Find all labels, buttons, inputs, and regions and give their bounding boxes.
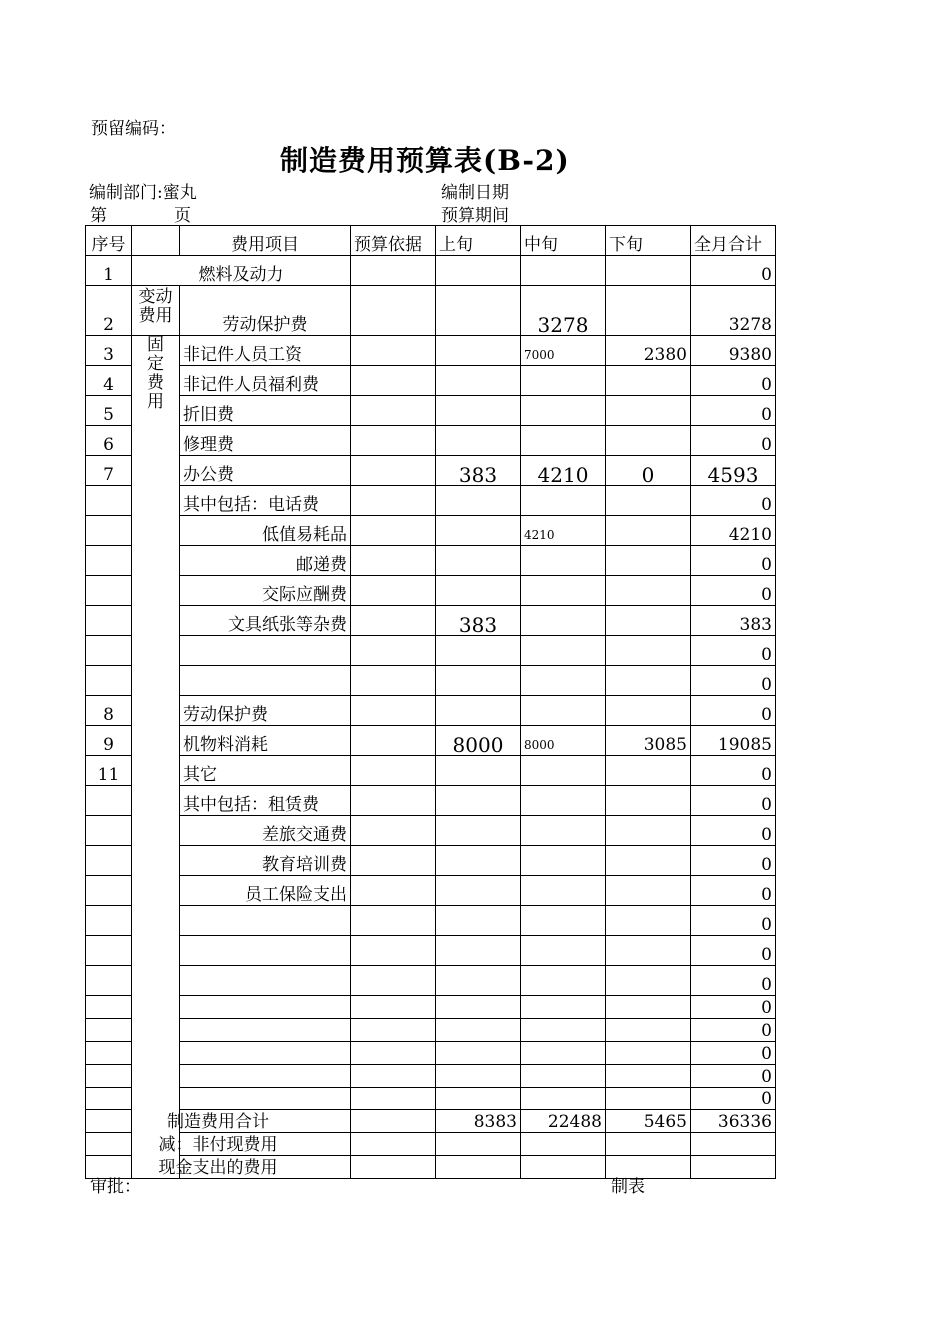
row-total [691,1133,776,1156]
col-header-category [132,226,180,256]
row-item: 折旧费 [180,396,351,426]
row-late [606,966,691,996]
row-no: 4 [86,366,132,396]
row-mid [521,546,606,576]
row-item [180,906,351,936]
row-late [606,486,691,516]
row-total: 0 [691,906,776,936]
row-no [86,606,132,636]
row-total: 0 [691,996,776,1019]
table-row [86,336,776,366]
row-early [436,816,521,846]
row-basis [351,726,436,756]
row-late [606,1088,691,1110]
col-header-early: 上旬 [436,226,521,256]
table-row [86,546,776,576]
row-total: 383 [691,606,776,636]
col-header-total: 全月合计 [691,226,776,256]
table-row [86,256,776,286]
table-row [86,396,776,426]
row-item [180,1088,351,1110]
row-mid [521,816,606,846]
table-row [86,756,776,786]
row-late [606,606,691,636]
row-late [606,576,691,606]
row-total: 0 [691,786,776,816]
row-item: 文具纸张等杂费 [180,606,351,636]
table-row [86,516,776,546]
row-basis [351,1088,436,1110]
row-late [606,396,691,426]
prepared-label: 制表 [611,1177,645,1197]
row-early [436,1088,521,1110]
table-row [86,1042,776,1065]
row-early [436,696,521,726]
row-basis [351,1019,436,1042]
row-mid [521,786,606,816]
row-total: 0 [691,1042,776,1065]
row-total: 0 [691,756,776,786]
row-early [436,1019,521,1042]
row-total: 0 [691,426,776,456]
row-early [436,576,521,606]
row-item [180,936,351,966]
row-total [691,1156,776,1179]
row-basis [351,1065,436,1088]
row-mid [521,1019,606,1042]
row-late [606,846,691,876]
row-late [606,936,691,966]
total-month: 36336 [691,1110,776,1133]
row-item: 交际应酬费 [180,576,351,606]
row-basis [351,786,436,816]
table-row [86,426,776,456]
table-row [86,286,776,336]
row-early [436,426,521,456]
row-basis [351,966,436,996]
row-item: 教育培训费 [180,846,351,876]
total-mid: 22488 [521,1110,606,1133]
table-row [86,366,776,396]
row-no: 7 [86,456,132,486]
row-no [86,846,132,876]
noncash-row [86,1133,776,1156]
reserve-code-label: 预留编码： [91,119,176,139]
total-early: 8383 [436,1110,521,1133]
row-total: 0 [691,936,776,966]
row-mid [521,846,606,876]
row-early [436,336,521,366]
budget-table [85,225,776,1179]
row-no [86,546,132,576]
row-late [606,366,691,396]
row-early [436,786,521,816]
row-mid [521,396,606,426]
col-header-late: 下旬 [606,226,691,256]
row-early [436,286,521,336]
row-late: 2380 [606,336,691,366]
row-item: 办公费 [180,456,351,486]
row-early [436,906,521,936]
col-header-no: 序号 [86,226,132,256]
row-no [86,1042,132,1065]
date-label: 编制日期 [441,183,509,203]
table-row [86,1088,776,1110]
row-early [436,996,521,1019]
row-mid [521,996,606,1019]
row-total: 0 [691,1065,776,1088]
table-row [86,996,776,1019]
row-late [606,816,691,846]
row-total: 4210 [691,516,776,546]
row-late [606,996,691,1019]
table-row [86,726,776,756]
row-total: 0 [691,876,776,906]
row-no: 1 [86,256,132,286]
row-late [606,876,691,906]
row-early [436,846,521,876]
row-no: 3 [86,336,132,366]
row-early [436,756,521,786]
row-late [606,906,691,936]
row-early [436,966,521,996]
table-row [86,666,776,696]
table-row [86,876,776,906]
row-item: 其它 [180,756,351,786]
total-row [86,1110,776,1133]
row-basis [351,576,436,606]
row-early [436,1133,521,1156]
row-mid [521,636,606,666]
row-item [180,636,351,666]
row-item [180,666,351,696]
table-row [86,906,776,936]
row-early [436,366,521,396]
cash-label: 现金支出的费用 [86,1156,351,1179]
table-row [86,696,776,726]
row-item: 其中包括：租赁费 [180,786,351,816]
row-item: 其中包括：电话费 [180,486,351,516]
row-basis [351,366,436,396]
row-late [606,1042,691,1065]
row-no [86,1088,132,1110]
row-basis [351,636,436,666]
row-total: 0 [691,256,776,286]
table-row [86,816,776,846]
table-row [86,606,776,636]
row-item [180,966,351,996]
row-no [86,906,132,936]
dept-label: 编制部门:蜜丸 [89,183,197,203]
row-late [606,786,691,816]
row-no [86,966,132,996]
row-total: 0 [691,816,776,846]
row-mid: 7000 [521,336,606,366]
row-basis [351,396,436,426]
row-no: 9 [86,726,132,756]
row-early [436,876,521,906]
table-row [86,846,776,876]
category-fixed-text: 固定费用 [147,335,164,412]
row-early: 8000 [436,726,521,756]
row-mid [521,1088,606,1110]
row-mid [521,666,606,696]
row-basis [351,876,436,906]
row-basis [351,756,436,786]
row-basis [351,456,436,486]
row-mid [521,1065,606,1088]
row-early [436,936,521,966]
row-total: 0 [691,696,776,726]
table-row [86,636,776,666]
row-early [436,1156,521,1179]
row-mid [521,906,606,936]
row-item [180,1019,351,1042]
row-mid [521,486,606,516]
row-early [436,636,521,666]
row-no [86,666,132,696]
page-title: 制造费用预算表(B-2) [280,144,570,177]
total-label: 制造费用合计 [86,1110,351,1133]
row-no [86,816,132,846]
row-item: 差旅交通费 [180,816,351,846]
row-early [436,256,521,286]
row-item: 劳动保护费 [180,286,351,336]
row-late [606,696,691,726]
row-item: 非记件人员工资 [180,336,351,366]
table-row [86,1019,776,1042]
row-late [606,1065,691,1088]
row-early [436,1042,521,1065]
approve-label: 审批： [90,1177,141,1197]
row-no [86,936,132,966]
row-early [436,666,521,696]
row-basis [351,666,436,696]
row-no [86,996,132,1019]
category-variable-text: 变动费用 [138,287,173,326]
row-no [86,486,132,516]
row-total: 9380 [691,336,776,366]
row-late [606,1019,691,1042]
row-basis [351,816,436,846]
row-no [86,1019,132,1042]
row-mid [521,966,606,996]
row-item: 非记件人员福利费 [180,366,351,396]
row-total: 0 [691,366,776,396]
row-basis [351,336,436,366]
category-variable [132,286,180,336]
row-mid [521,256,606,286]
row-no [86,786,132,816]
row-late [606,256,691,286]
row-total: 0 [691,966,776,996]
row-late [606,1133,691,1156]
row-no: 8 [86,696,132,726]
row-item [180,1065,351,1088]
row-total: 0 [691,846,776,876]
cash-row [86,1156,776,1179]
row-item: 邮递费 [180,546,351,576]
row-basis [351,1133,436,1156]
row-total: 0 [691,396,776,426]
row-total: 0 [691,576,776,606]
row-basis [351,1042,436,1065]
row-item: 机物料消耗 [180,726,351,756]
col-header-basis: 预算依据 [351,226,436,256]
row-basis [351,546,436,576]
table-row [86,486,776,516]
row-late [606,426,691,456]
row-basis [351,516,436,546]
table-row [86,966,776,996]
row-total: 0 [691,1019,776,1042]
row-item: 员工保险支出 [180,876,351,906]
row-no [86,576,132,606]
row-no: 2 [86,286,132,336]
row-mid [521,1156,606,1179]
row-item: 燃料及动力 [132,256,351,286]
col-header-mid: 中旬 [521,226,606,256]
row-basis [351,936,436,966]
row-item: 低值易耗品 [180,516,351,546]
table-row [86,1065,776,1088]
row-late [606,516,691,546]
row-total: 0 [691,486,776,516]
row-basis [351,256,436,286]
table-row [86,576,776,606]
row-early [436,546,521,576]
row-no: 5 [86,396,132,426]
row-mid: 4210 [521,456,606,486]
row-item [180,996,351,1019]
row-no [86,1065,132,1088]
row-early [436,486,521,516]
row-no: 6 [86,426,132,456]
row-basis [351,906,436,936]
table-row [86,786,776,816]
row-mid: 4210 [521,516,606,546]
row-early [436,1065,521,1088]
row-total: 0 [691,546,776,576]
row-mid: 8000 [521,726,606,756]
row-late: 3085 [606,726,691,756]
page-label: 第 [90,206,107,226]
row-mid [521,936,606,966]
page-glyph: 页 [174,206,191,226]
row-basis [351,426,436,456]
row-item: 修理费 [180,426,351,456]
row-basis [351,846,436,876]
row-late [606,666,691,696]
row-late [606,286,691,336]
row-mid [521,696,606,726]
row-mid [521,576,606,606]
row-early [436,516,521,546]
row-basis [351,606,436,636]
row-mid [521,1133,606,1156]
col-header-item: 费用项目 [180,226,351,256]
category-fixed [132,336,180,1179]
total-late: 5465 [606,1110,691,1133]
row-total: 0 [691,666,776,696]
row-no [86,636,132,666]
row-late [606,636,691,666]
total-basis [351,1110,436,1133]
row-no [86,876,132,906]
row-mid [521,1042,606,1065]
row-basis [351,1156,436,1179]
row-total: 3278 [691,286,776,336]
row-basis [351,696,436,726]
row-mid: 3278 [521,286,606,336]
row-total: 0 [691,1088,776,1110]
row-total: 0 [691,636,776,666]
row-item [180,1042,351,1065]
row-total: 4593 [691,456,776,486]
row-late [606,546,691,576]
row-mid [521,606,606,636]
row-late [606,756,691,786]
header-row [86,226,776,256]
row-early: 383 [436,456,521,486]
table-row [86,456,776,486]
row-item: 劳动保护费 [180,696,351,726]
row-basis [351,996,436,1019]
table-row [86,936,776,966]
row-no [86,516,132,546]
row-late: 0 [606,456,691,486]
row-mid [521,366,606,396]
row-early: 383 [436,606,521,636]
row-mid [521,876,606,906]
row-no: 11 [86,756,132,786]
period-label: 预算期间 [441,206,509,226]
row-mid [521,756,606,786]
row-mid [521,426,606,456]
row-basis [351,486,436,516]
row-basis [351,286,436,336]
row-total: 19085 [691,726,776,756]
row-early [436,396,521,426]
noncash-label: 减：非付现费用 [86,1133,351,1156]
